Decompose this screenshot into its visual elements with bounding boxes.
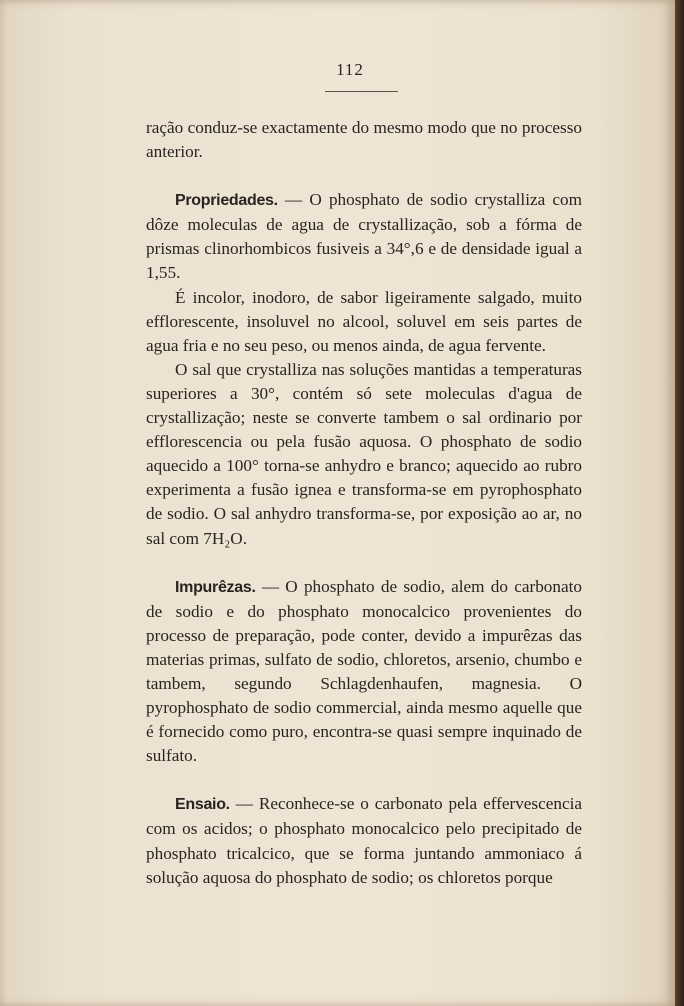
section-gap — [146, 164, 582, 188]
paragraph-text: — Reconhece-se o carbonato pela effervescencia com os acidos; o phosphato monocalcico pelo precipitado de phosphato tricalcico, que se forma juntando ammoniaco á solução aquosa do phosphato de sodio; os chloretos porque — [146, 794, 582, 887]
section-heading-ensaio: Ensaio. — [175, 796, 230, 814]
paragraph-sal-crystalliza — [146, 358, 582, 551]
header-rule — [325, 91, 398, 92]
paragraph-text: — O phosphato de sodio, alem do carbonato de sodio e do phosphato monocalcico provenientes do processo de preparação, pode conter, devido a impurêzas das materias primas, sulfato de sodio, chloretos, arsenio, chumbo e tambem, segundo Schlagdenhaufen, magnesia. O pyrophosphato de sodio commercial, ainda mesmo aquelle que é fornecido como puro, encontra-se quasi sempre inquinado de sulfato. — [146, 576, 582, 766]
paragraph-text: — O phosphato de sodio crystalliza com dôze moleculas de agua de crystallização, sob a fórma de prismas clinorhombicos fusiveis a 34°,6 e de densidade igual a 1,55. — [146, 190, 582, 283]
section-heading-propriedades: Propriedades. — [175, 192, 278, 210]
paragraph-text: O sal que crystalliza nas soluções mantidas a temperaturas superiores a 30°, contém só sete moleculas d'agua de crystallização; neste se converte tambem o sal ordinario por efflorescencia ou pela fusão aquosa. O phosphato de sodio aquecido a 100° torna-se anhydro e branco; aquecido ao rubro experimenta a fusão ignea e transforma-se em pyrophosphato de sodio. O sal anhydro transforma-se, por exposição ao ar, no sal com 7H₂O. — [146, 359, 582, 548]
section-gap — [146, 768, 582, 792]
paragraph-text: É incolor, inodoro, de sabor ligeiramente salgado, muito efflorescente, insoluvel no alcool, soluvel em seis partes de agua fria e no seu peso, ou menos ainda, de agua fervente. — [146, 287, 582, 355]
section-heading-impurezas: Impurêzas. — [175, 578, 256, 596]
paragraph-propriedades — [146, 188, 582, 285]
section-gap — [146, 551, 582, 575]
book-edge — [675, 0, 684, 1006]
paragraph-continuation — [146, 116, 582, 164]
paragraph-impurezas — [146, 575, 582, 769]
paragraph-text: ração conduz-se exactamente do mesmo modo que no processo anterior. — [146, 118, 582, 162]
body-text — [146, 116, 582, 890]
page-number: 112 — [336, 60, 364, 79]
paragraph-ensaio — [146, 792, 582, 889]
paragraph-incolor — [146, 286, 582, 358]
